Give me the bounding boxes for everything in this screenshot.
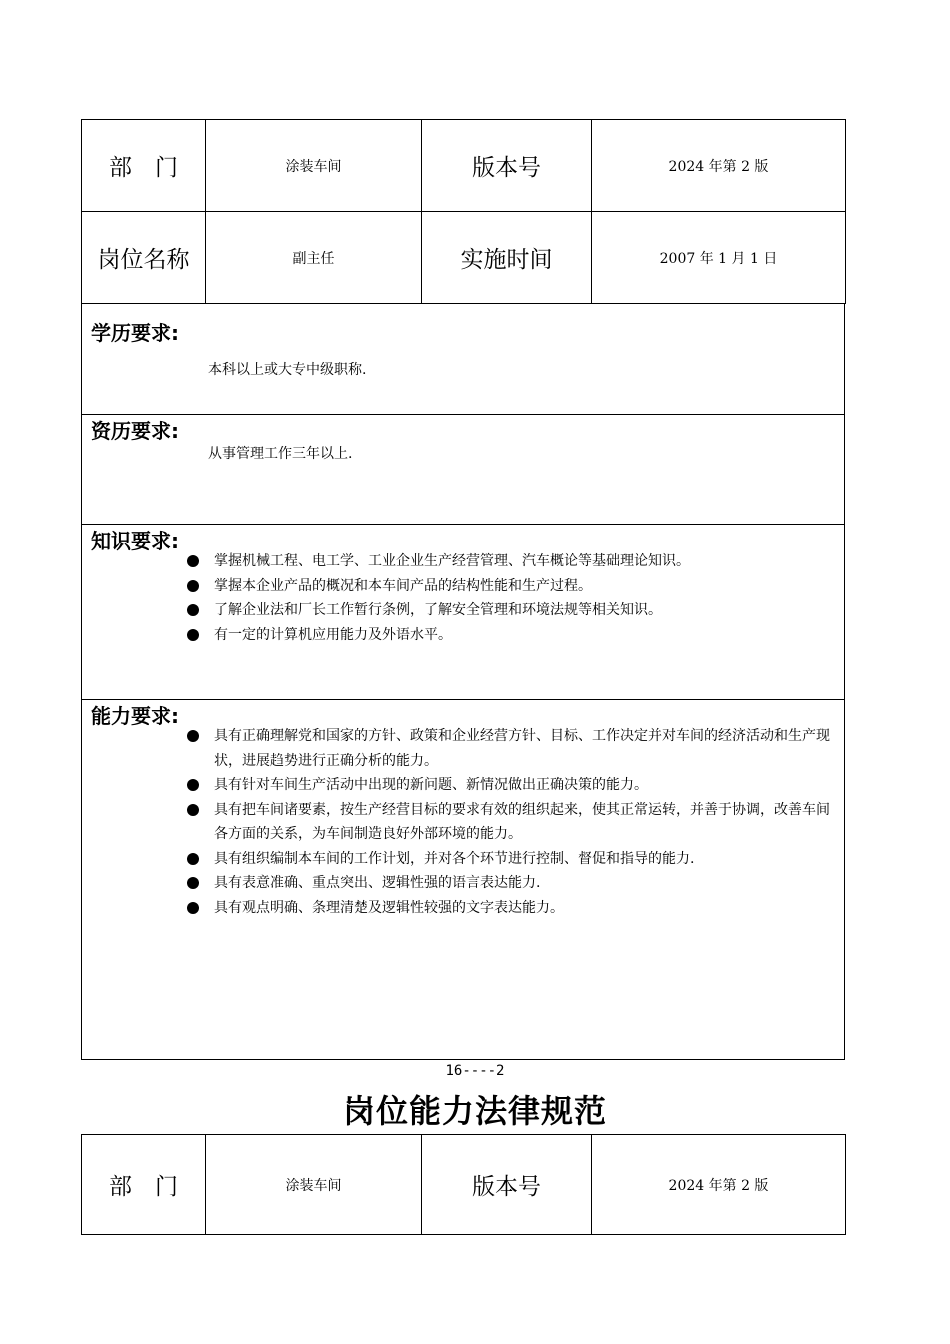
bullet-icon xyxy=(187,629,199,641)
experience-section xyxy=(81,414,845,525)
effective-date-value: 2007 年 1 月 1 日 xyxy=(592,212,846,304)
list-item: 了解企业法和厂长工作暂行条例，了解安全管理和环境法规等相关知识。 xyxy=(186,598,836,623)
bullet-icon xyxy=(187,853,199,865)
bullet-icon xyxy=(187,730,199,742)
version-label: 版本号 xyxy=(422,120,592,212)
education-text: 本科以上或大专中级职称. xyxy=(208,362,367,378)
position-label: 岗位名称 xyxy=(82,212,206,304)
effective-date-label: 实施时间 xyxy=(422,212,592,304)
education-section xyxy=(81,304,845,415)
bullet-icon xyxy=(187,779,199,791)
list-item: 具有观点明确、条理清楚及逻辑性较强的文字表达能力。 xyxy=(186,896,836,921)
ability-section xyxy=(81,699,845,1060)
dept-label: 部 门 xyxy=(82,1135,206,1235)
list-item: 有一定的计算机应用能力及外语水平。 xyxy=(186,623,836,648)
version-value: 2024 年第 2 版 xyxy=(592,120,846,212)
list-item: 掌握机械工程、电工学、工业企业生产经营管理、汽车概论等基础理论知识。 xyxy=(186,549,836,574)
dept-label: 部 门 xyxy=(82,120,206,212)
bullet-icon xyxy=(187,804,199,816)
bullet-icon xyxy=(187,902,199,914)
version-value: 2024 年第 2 版 xyxy=(592,1135,846,1235)
position-value: 副主任 xyxy=(206,212,422,304)
header-table xyxy=(81,119,846,304)
bullet-icon xyxy=(187,580,199,592)
ability-title: 能力要求: xyxy=(91,704,179,728)
list-item: 具有正确理解党和国家的方针、政策和企业经营方针、目标、工作决定并对车间的经济活动和生产现状，进展趋势进行正确分析的能力。 xyxy=(186,724,836,773)
education-title: 学历要求: xyxy=(91,321,179,345)
knowledge-section xyxy=(81,524,845,700)
list-item: 具有把车间诸要素，按生产经营目标的要求有效的组织起来，使其正常运转，并善于协调，改善车间各方面的关系，为车间制造良好外部环境的能力。 xyxy=(186,798,836,847)
list-item: 具有表意准确、重点突出、逻辑性强的语言表达能力. xyxy=(186,871,836,896)
experience-text: 从事管理工作三年以上. xyxy=(208,446,353,462)
ability-list xyxy=(186,724,836,920)
version-label: 版本号 xyxy=(422,1135,592,1235)
bullet-icon xyxy=(187,877,199,889)
next-header-table xyxy=(81,1134,846,1235)
list-item: 具有组织编制本车间的工作计划，并对各个环节进行控制、督促和指导的能力. xyxy=(186,847,836,872)
dept-value: 涂装车间 xyxy=(206,1135,422,1235)
knowledge-list xyxy=(186,549,836,647)
page-number: 16----2 xyxy=(445,1063,505,1079)
bullet-icon xyxy=(187,604,199,616)
bullet-icon xyxy=(187,555,199,567)
list-item: 掌握本企业产品的概况和本车间产品的结构性能和生产过程。 xyxy=(186,574,836,599)
dept-value: 涂装车间 xyxy=(206,120,422,212)
document-title: 岗位能力法律规范 xyxy=(342,1092,607,1130)
list-item: 具有针对车间生产活动中出现的新问题、新情况做出正确决策的能力。 xyxy=(186,773,836,798)
experience-title: 资历要求: xyxy=(91,419,179,443)
knowledge-title: 知识要求: xyxy=(91,529,179,553)
